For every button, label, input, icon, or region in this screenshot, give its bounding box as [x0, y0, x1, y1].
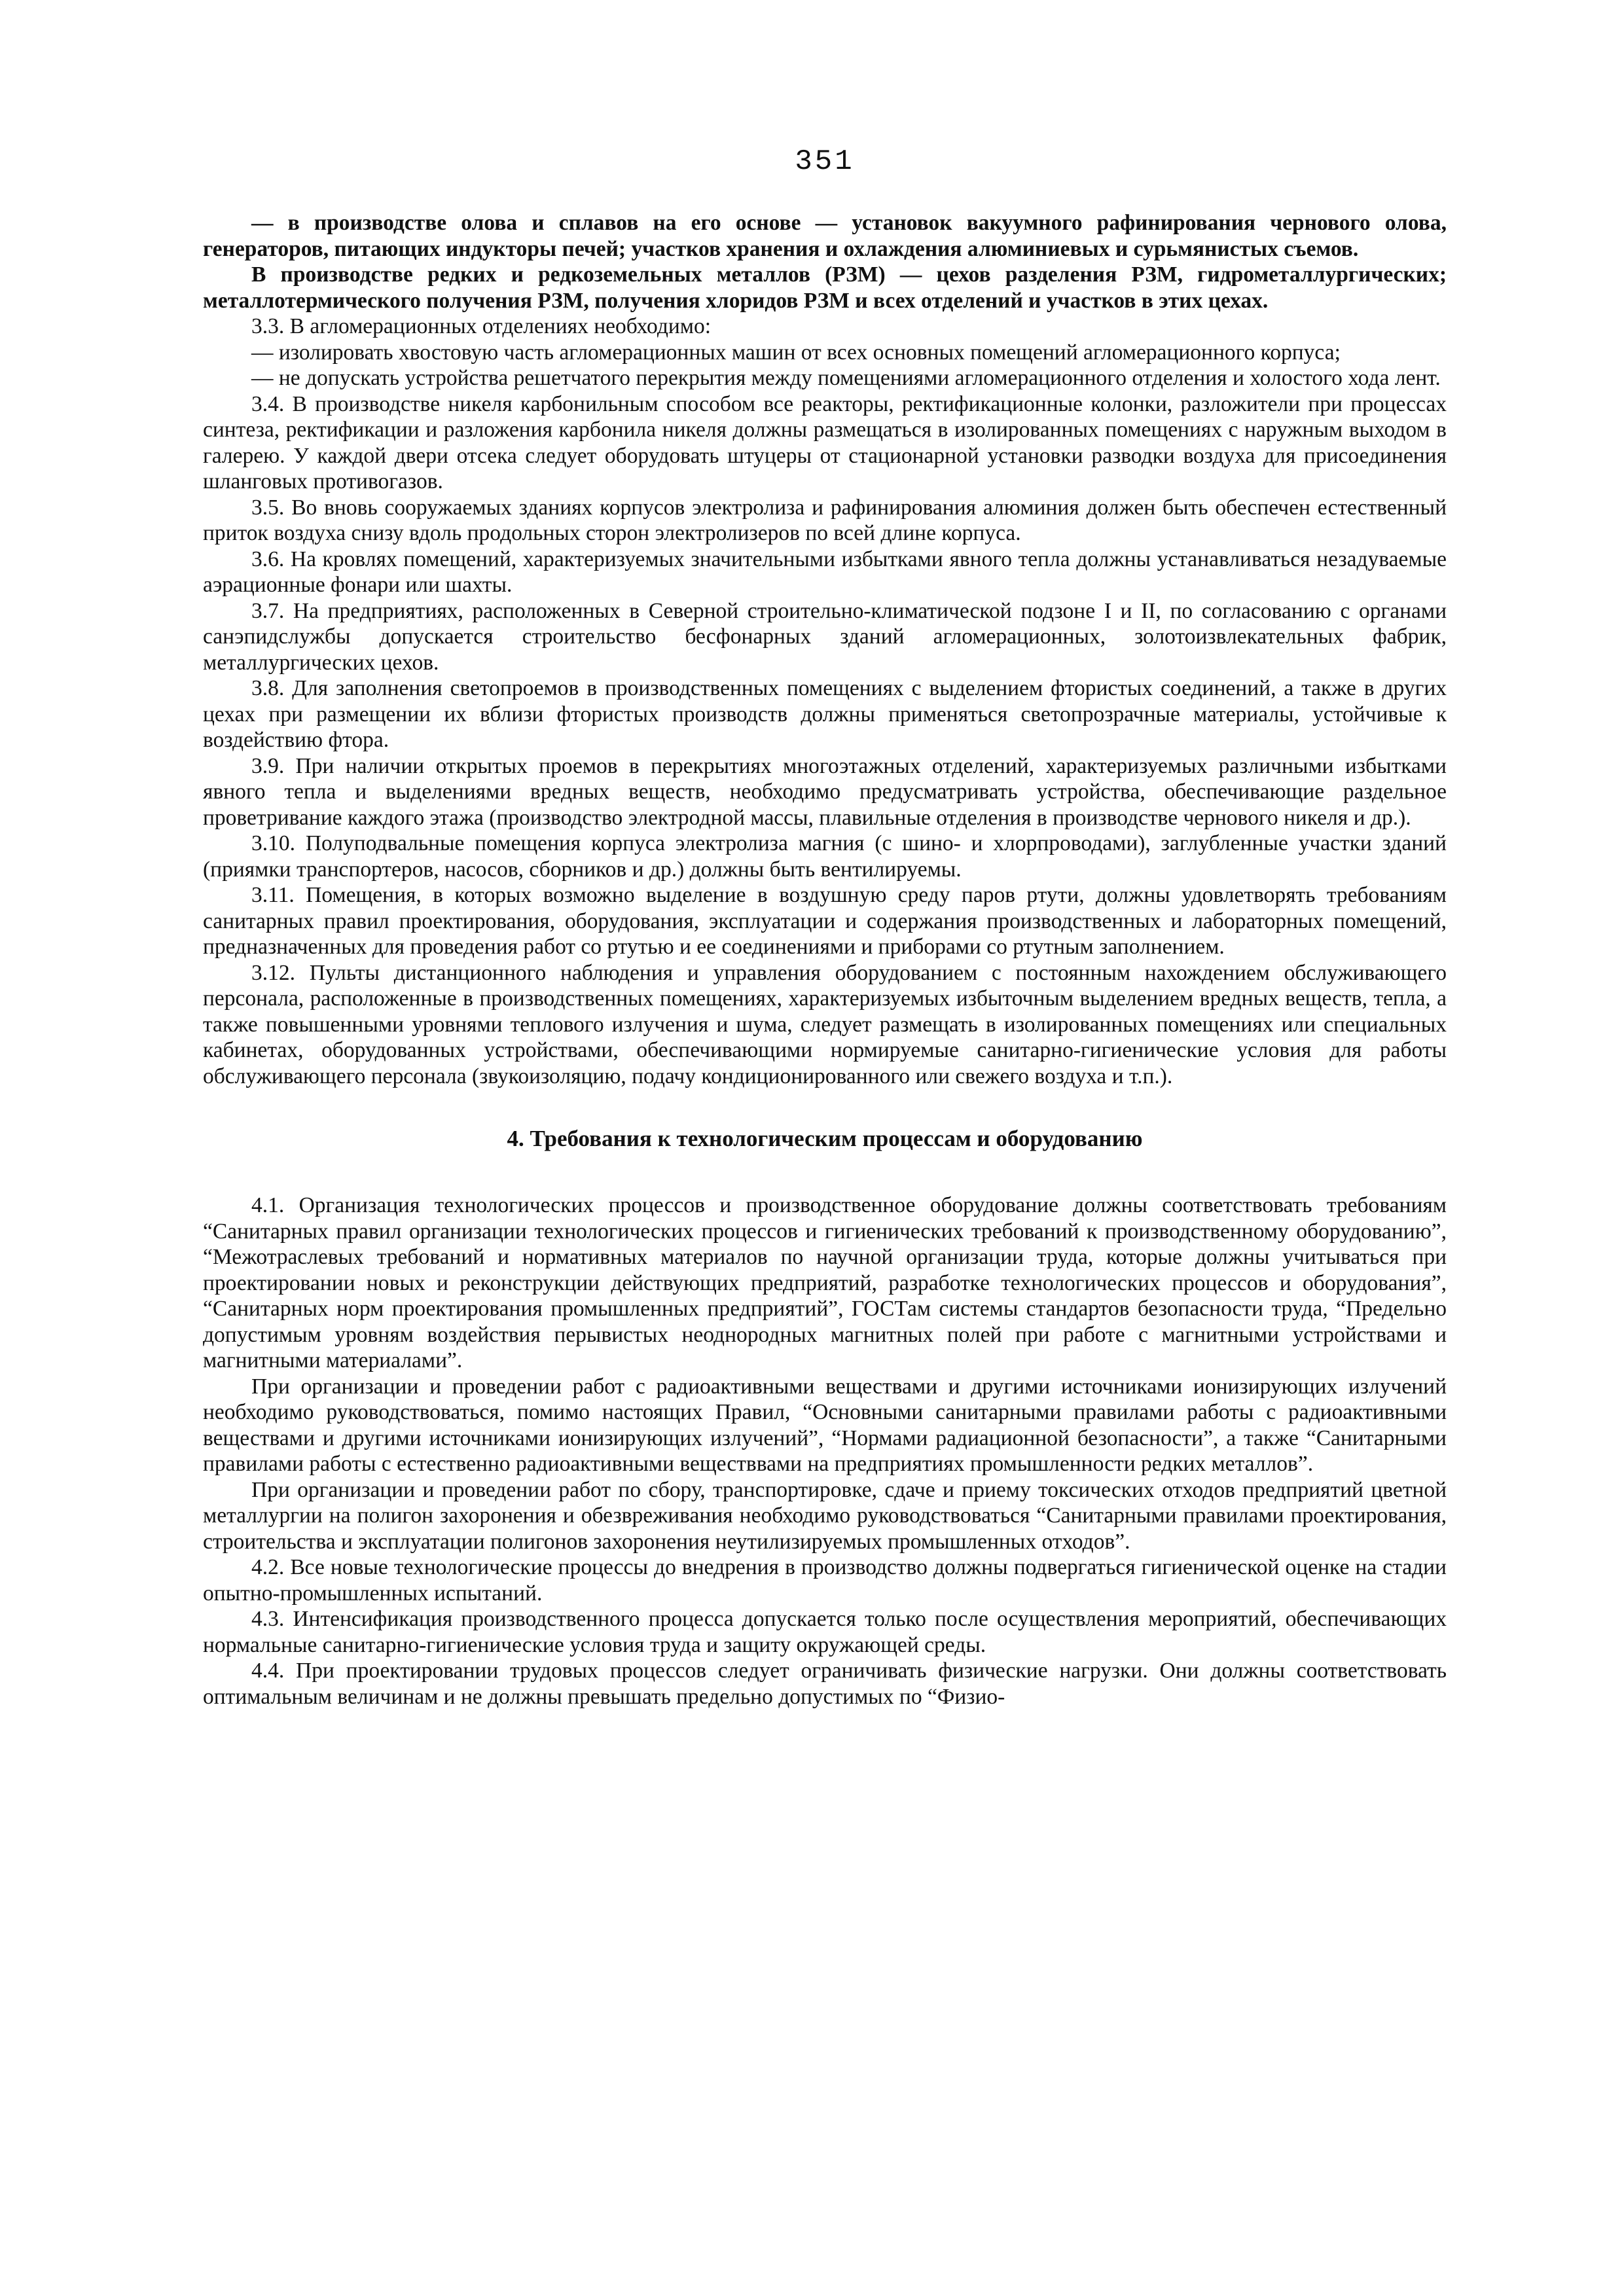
paragraph-3-3-item-2: — не допускать устройства решетчатого перекрытия между помещениями агломерационного отделения и холостого хода лент. — [251, 366, 1441, 390]
paragraph-3-11: 3.11. Помещения, в которых возможно выделение в воздушную среду паров ртути, должны удовлетворять требованиям санитарных правил проектирования, оборудования, эксплуатации и содержания производственных и лабораторных помещений, предназначенных для проведения работ со ртутью и ее соединениями и приборами со ртутным заполнением. — [203, 883, 1447, 959]
paragraph-3-12: 3.12. Пульты дистанционного наблюдения и управления оборудованием с постоянным нахождением обслуживающего персонала, расположенные в производственных помещениях, характеризуемых избыточным выделением вредных веществ, тепла, а также повышенными уровнями теплового излучения и шума, следует размещать в изолированных помещениях или специальных кабинетах, оборудованных устройствами, обеспечивающими нормируемые санитарно-гигиенические условия для работы обслуживающего персонала (звукоизоляцию, подачу кондиционированного или свежего воздуха и т.п.). — [203, 960, 1447, 1088]
paragraph-4-1: 4.1. Организация технологических процессов и производственное оборудование должны соответствовать требованиям “Санитарных правил организации технологических процессов и гигиенических требований к производственному оборудованию”, “Межотраслевых требований и нормативных материалов по научной организации труда, которые должны учитываться при проектировании новых и реконструкции действующих предприятий, разработке технологических процессов и оборудования”, “Санитарных норм проектирования промышленных предприятий”, ГОСТам системы стандартов безопасности труда, “Предельно допустимым уровням воздействия перывистых неоднородных магнитных полей при работе с магнитными устройствами и магнитными материалами”. — [203, 1193, 1447, 1372]
paragraph-4-2: 4.2. Все новые технологические процессы до внедрения в производство должны подвергаться гигиенической оценке на стадии опытно-промышленных испытаний. — [203, 1555, 1447, 1605]
paragraph-3-4: 3.4. В производстве никеля карбонильным способом все реакторы, ректификационные колонки, разложители при процессах синтеза, ректификации и разложения карбонила никеля должны размещаться в изолированных помещениях с наружным выходом в галерею. У каждой двери отсека следует оборудовать штуцеры от стационарной установки разводки воздуха для присоединения шланговых противогазов. — [203, 391, 1447, 493]
paragraph-tin-production: — в производстве олова и сплавов на его основе — установок вакуумного рафинирования чернового олова, генераторов, питающих индукторы печей; участков хранения и охлаждения алюминиевых и сурьмянистых съемов. — [203, 211, 1447, 261]
paragraph-4-1-toxic-waste: При организации и проведении работ по сбору, транспортировке, сдаче и приему токсических отходов предприятий цветной металлургии на полигон захоронения и обезвреживания необходимо руководствоваться “Санитарными правилами проектирования, строительства и эксплуатации полигонов захоронения неутилизируемых промышленных отходов”. — [203, 1477, 1447, 1554]
paragraph-3-6: 3.6. На кровлях помещений, характеризуемых значительными избытками явного тепла должны устанавливаться незадуваемые аэрационные фонари или шахты. — [203, 547, 1447, 597]
document-page — [203, 147, 1447, 1710]
paragraph-3-3-item-1: — изолировать хвостовую часть агломерационных машин от всех основных помещений агломерационного корпуса; — [251, 340, 1341, 365]
paragraph-3-7: 3.7. На предприятиях, расположенных в Северной строительно-климатической подзоне I и II, по согласованию с органами санэпидслужбы допускается строительство бесфонарных зданий агломерационных, золотоизвлекательных фабрик, металлургических цехов. — [203, 598, 1447, 675]
paragraph-4-4: 4.4. При проектировании трудовых процессов следует ограничивать физические нагрузки. Они должны соответствовать оптимальным величинам и не должны превышать предельно допустимых по “Физио- — [203, 1659, 1447, 1709]
paragraph-3-3: 3.3. В агломерационных отделениях необходимо: — [251, 314, 712, 338]
paragraph-rare-metals: В производстве редких и редкоземельных металлов (РЗМ) — цехов разделения РЗМ, гидрометаллургических; металлотермического получения РЗМ, получения хлоридов РЗМ и всех отделений и участков в этих цехах. — [203, 262, 1447, 313]
paragraph-3-5: 3.5. Во вновь сооружаемых зданиях корпусов электролиза и рафинирования алюминия должен быть обеспечен естественный приток воздуха снизу вдоль продольных сторон электролизеров по всей длине корпуса. — [203, 495, 1447, 545]
paragraph-3-9: 3.9. При наличии открытых проемов в перекрытиях многоэтажных отделений, характеризуемых различными избытками явного тепла и выделениями вредных веществ, необходимо предусматривать устройства, обеспечивающие раздельное проветривание каждого этажа (производство электродной массы, плавильные отделения в производстве чернового никеля и др.). — [203, 753, 1447, 830]
paragraph-4-1-radioactive: При организации и проведении работ с радиоактивными веществами и другими источниками ионизирующих излучений необходимо руководствоваться, помимо настоящих Правил, “Основными санитарными правилами работы с радиоактивными веществами и другими источниками ионизирующих излучений”, “Нормами радиационной безопасности”, а также “Санитарными правилами работы с естественно радиоактивными веществвами на предприятиях промышленности редких металлов”. — [203, 1374, 1447, 1476]
paragraph-3-8: 3.8. Для заполнения светопроемов в производственных помещениях с выделением фтористых соединений, а также в других цехах при размещении их вблизи фтористых производств должны применяться светопрозрачные материалы, устойчивые к воздействию фтора. — [203, 676, 1447, 752]
paragraph-4-3: 4.3. Интенсификация производственного процесса допускается только после осуществления мероприятий, обеспечивающих нормальные санитарно-гигиенические условия труда и защиту окружающей среды. — [203, 1607, 1447, 1657]
paragraph-3-10: 3.10. Полуподвальные помещения корпуса электролиза магния (с шино- и хлорпроводами), заглубленные участки зданий (приямки транспортеров, насосов, сборников и др.) должны быть вентилируемы. — [203, 831, 1447, 882]
page-number: 351 — [795, 145, 855, 178]
section-heading: 4. Требования к технологическим процессам и оборудованию — [507, 1126, 1143, 1151]
